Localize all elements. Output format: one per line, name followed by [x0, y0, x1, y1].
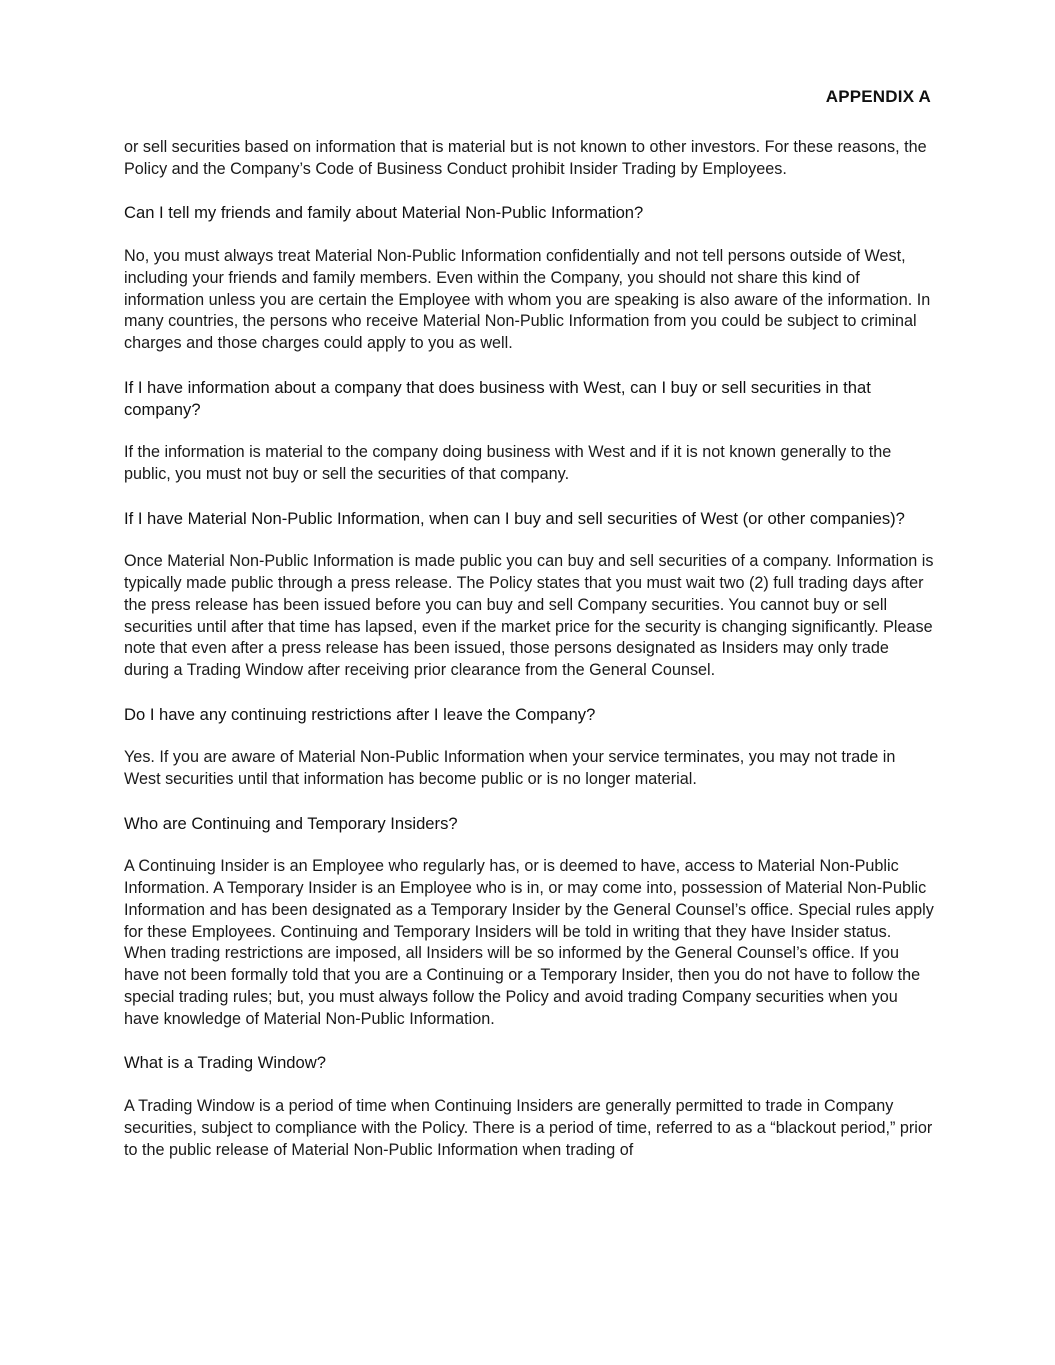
appendix-label: APPENDIX A: [825, 87, 931, 106]
answer-friends-family: No, you must always treat Material Non-Public Information confidentially and not tell persons outside of West, including your friends and family members. Even within the Company, you should not share this kind of information unless you are certain the Employee with whom you are speaking is also aware of the information. In many countries, the persons who receive Material Non-Public Information from you could be subject to criminal charges and those charges could apply to you as well.: [124, 246, 931, 353]
question-insiders: Who are Continuing and Temporary Insiders?: [124, 813, 458, 833]
question-continuing-restrictions: Do I have any continuing restrictions after I leave the Company?: [124, 704, 596, 724]
intro-paragraph: or sell securities based on information that is material but is not known to other investors. For these reasons, the Policy and the Company’s Code of Business Conduct prohibit Insider Trading by Employees.: [124, 138, 927, 178]
answer-business-with-west: If the information is material to the company doing business with West and if it is not known generally to the public, you must not buy or sell the securities of that company.: [124, 443, 892, 483]
answer-when-can-trade: Once Material Non-Public Information is made public you can buy and sell securities of a company. Information is typically made public through a press release. The Policy states that you must wait two (2) full trading days after the press release has been issued before you can buy and sell Company securities. You cannot buy or sell securities until after that time has lapsed, even if the market price for the security is changing significantly. Please note that even after a press release has been issued, those persons designated as Insiders may only trade during a Trading Window after receiving prior clearance from the General Counsel.: [124, 552, 934, 680]
answer-continuing-restrictions: Yes. If you are aware of Material Non-Public Information when your service terminates, you may not trade in West securities until that information has become public or is no longer material.: [124, 748, 896, 789]
answer-trading-window: A Trading Window is a period of time when Continuing Insiders are generally permitted to trade in Company securities, subject to compliance with the Policy. There is a period of time, referred to as a “blackout period,” prior to the public release of Material Non-Public Information when trading of: [124, 1097, 933, 1159]
question-trading-window: What is a Trading Window?: [124, 1053, 326, 1073]
question-business-with-west: If I have information about a company that does business with West, can I buy or sell securities in that company?: [124, 377, 871, 419]
document-body: [124, 137, 936, 1161]
question-friends-family: Can I tell my friends and family about Material Non-Public Information?: [124, 203, 644, 223]
answer-insiders: A Continuing Insider is an Employee who regularly has, or is deemed to have, access to Material Non-Public Information. A Temporary Insider is an Employee who is in, or may come into, possession of Material Non-Public Information and has been designated as a Temporary Insider by the General Counsel’s office. Special rules apply for these Employees. Continuing and Temporary Insiders will be told in writing that they have Insider status. When trading restrictions are imposed, all Insiders will be so informed by the General Counsel’s office. If you have not been formally told that you are a Continuing or a Temporary Insider, then you do not have to follow the special trading rules; but, you must always follow the Policy and avoid trading Company securities when you have knowledge of Material Non-Public Information.: [124, 857, 934, 1028]
question-when-can-trade: If I have Material Non-Public Information, when can I buy and sell securities of West (or other companies)?: [124, 508, 905, 528]
